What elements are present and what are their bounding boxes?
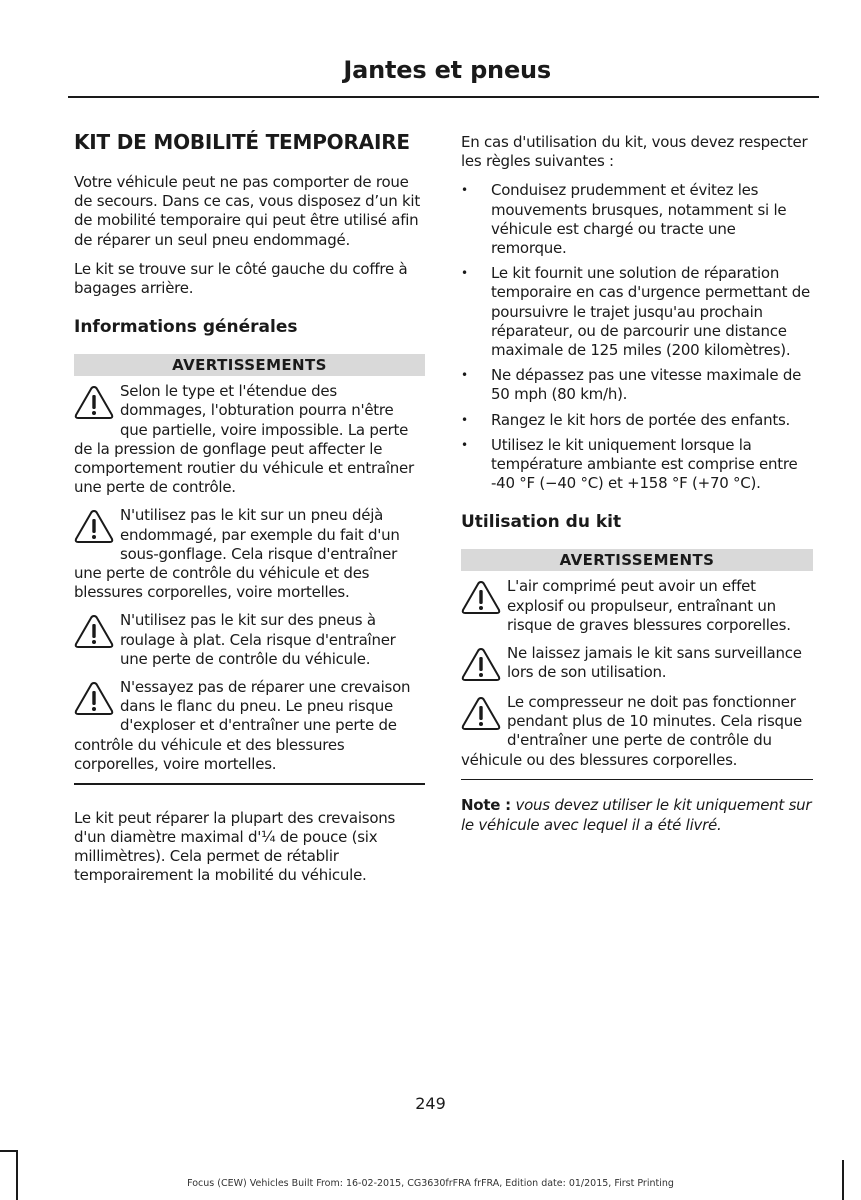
crop-mark (16, 1150, 18, 1200)
warning-triangle-icon (461, 646, 501, 684)
list-item: • Le kit fournit une solution de réparation temporaire en cas d'urgence permettant de poursuivre le trajet jusqu'au prochain réparateur, ou de parcourir une distance maximale de 125 miles (200 kilomètres). (461, 264, 813, 360)
crop-mark (0, 1150, 17, 1152)
page-number: 249 (415, 1094, 446, 1113)
warning-triangle-icon (461, 695, 501, 733)
warning-item: N'utilisez pas le kit sur des pneus à roulage à plat. Cela risque d'entraîner une perte de contrôle du véhicule. (74, 611, 425, 669)
intro-paragraph: Votre véhicule peut ne pas comporter de roue de secours. Dans ce cas, vous disposez d’un kit de mobilité temporaire qui peut être utilisé afin de réparer un seul pneu endommagé. (74, 173, 420, 249)
warning-item: Ne laissez jamais le kit sans surveillance lors de son utilisation. (461, 644, 813, 684)
warnings-header: AVERTISSEMENTS (461, 549, 813, 571)
list-item: • Utilisez le kit uniquement lorsque la température ambiante est comprise entre -40 °F (−40 °C) et +158 °F (+70 °C). (461, 436, 813, 494)
list-item: • Conduisez prudemment et évitez les mouvements brusques, notamment si le véhicule est chargé ou tracte une remorque. (461, 181, 813, 258)
kit-location-paragraph: Le kit se trouve sur le côté gauche du coffre à bagages arrière. (74, 259, 408, 298)
warnings-end-divider (461, 779, 813, 781)
warning-triangle-icon (74, 508, 114, 546)
general-info-heading: Informations générales (74, 317, 298, 338)
warning-triangle-icon (74, 680, 114, 718)
list-item: • Rangez le kit hors de portée des enfants. (461, 411, 813, 430)
warning-item: Selon le type et l'étendue des dommages, l'obturation pourra n'être que partielle, voire impossible. La perte de la pression de gonflage peut affecter le comportement routier du véhicule et entraîner une perte de contrôle. (74, 382, 414, 497)
warnings-header: AVERTISSEMENTS (74, 354, 425, 376)
warning-item: L'air comprimé peut avoir un effet explosif ou propulseur, entraînant un risque de graves blessures corporelles. (461, 577, 813, 635)
warning-item: N'utilisez pas le kit sur un pneu déjà endommagé, par exemple du fait d'un sous-gonflage. Cela risque d'entraîner une perte de contrôle du véhicule et des blessures corporelles, voire mortelles. (74, 506, 400, 602)
print-footer: Focus (CEW) Vehicles Built From: 16-02-2015, CG3630frFRA frFRA, Edition date: 01/2015, First Printing (187, 1178, 674, 1189)
warning-triangle-icon (74, 384, 114, 422)
left-column (74, 130, 425, 895)
rules-list (461, 181, 813, 493)
warnings-end-divider (74, 783, 425, 785)
warning-triangle-icon (461, 579, 501, 617)
note-label: Note : (461, 796, 511, 815)
rules-intro: En cas d'utilisation du kit, vous devez respecter les règles suivantes : (461, 133, 808, 171)
header-divider (68, 96, 819, 98)
kit-heading: KIT DE MOBILITÉ TEMPORAIRE (74, 130, 410, 154)
page-section-title: Jantes et pneus (343, 56, 551, 84)
warning-item: Le compresseur ne doit pas fonctionner pendant plus de 10 minutes. Cela risque d'entraîner une perte de contrôle du véhicule ou des blessures corporelles. (461, 693, 803, 769)
warning-item: N'essayez pas de réparer une crevaison dans le flanc du pneu. Le pneu risque d'exploser et d'entraîner une perte de contrôle du véhicule et des blessures corporelles, voire mortelles. (74, 678, 411, 773)
repair-capacity-paragraph: Le kit peut réparer la plupart des crevaisons d'un diamètre maximal d'¼ de pouce (six millimètres). Cela permet de rétablir temporairement la mobilité du véhicule. (74, 808, 396, 885)
kit-usage-heading: Utilisation du kit (461, 512, 622, 533)
right-column (461, 133, 813, 835)
note-text: vous devez utiliser le kit uniquement sur le véhicule avec lequel il a été livré. (461, 796, 812, 834)
note-paragraph (461, 796, 813, 834)
warning-triangle-icon (74, 613, 114, 651)
crop-mark (842, 1160, 844, 1200)
list-item: • Ne dépassez pas une vitesse maximale de 50 mph (80 km/h). (461, 366, 813, 404)
